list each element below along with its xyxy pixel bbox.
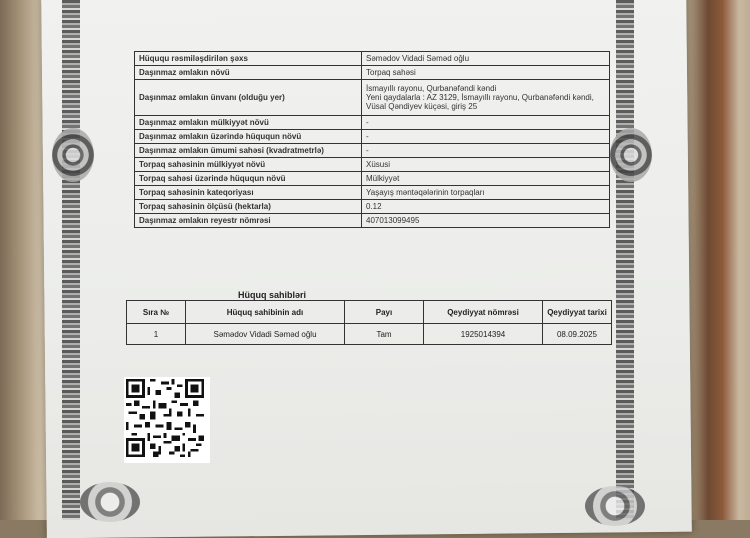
row-value: - <box>362 130 610 144</box>
table-cell: Səmədov Vidadi Səməd oğlu <box>186 324 345 345</box>
corner-ornament-right-icon <box>585 486 645 526</box>
table-cell: 1925014394 <box>424 324 543 345</box>
row-key: Daşınmaz əmlakın üzərində hüququn növü <box>135 130 362 144</box>
row-key: Hüququ rəsmiləşdirilən şəxs <box>135 52 362 66</box>
table-row <box>135 66 610 80</box>
row-value: - <box>362 116 610 130</box>
row-key: Torpaq sahəsinin ölçüsü (hektarla) <box>135 200 362 214</box>
row-value: Mülkiyyət <box>362 172 610 186</box>
row-key: Daşınmaz əmlakın mülkiyyət növü <box>135 116 362 130</box>
table-row <box>135 80 610 116</box>
table-cell: Tam <box>345 324 424 345</box>
row-key: Torpaq sahəsinin mülkiyyət növü <box>135 158 362 172</box>
property-info-table <box>134 51 610 228</box>
table-row <box>135 200 610 214</box>
table-row <box>135 116 610 130</box>
table-row <box>135 158 610 172</box>
ornament-left-icon <box>52 128 94 182</box>
table-cell: 08.09.2025 <box>543 324 612 345</box>
column-header: Sıra № <box>127 301 186 324</box>
owners-section-title: Hüquq sahibləri <box>237 290 306 300</box>
row-key: Torpaq sahəsinin kateqoriyası <box>135 186 362 200</box>
row-key: Daşınmaz əmlakın ümumi sahəsi (kvadratmetrlə) <box>135 144 362 158</box>
ornamental-border-left <box>62 0 80 520</box>
row-key: Torpaq sahəsi üzərində hüququn növü <box>135 172 362 186</box>
row-key: Daşınmaz əmlakın reyestr nömrəsi <box>135 214 362 228</box>
row-value: 407013099495 <box>362 214 610 228</box>
table-cell: 1 <box>127 324 186 345</box>
row-value: Yaşayış məntəqələrinin torpaqları <box>362 186 610 200</box>
table-header-row <box>127 301 612 324</box>
ornament-right-icon <box>610 128 652 182</box>
row-value: Torpaq sahəsi <box>362 66 610 80</box>
row-value: Xüsusi <box>362 158 610 172</box>
table-row <box>135 214 610 228</box>
column-header: Qeydiyyat tarixi <box>543 301 612 324</box>
column-header: Qeydiyyat nömrəsi <box>424 301 543 324</box>
column-header: Payı <box>345 301 424 324</box>
corner-ornament-left-icon <box>80 482 140 522</box>
row-value: Səmədov Vidadi Səməd oğlu <box>362 52 610 66</box>
table-row <box>135 52 610 66</box>
table-row <box>135 172 610 186</box>
row-value: İsmayıllı rayonu, Qurbanəfəndi kəndi Yeni qaydalarla : AZ 3129, İsmayıllı rayonu, Qurbanəfəndi kəndi, Vüsal Qəndiyev küçəsi, giriş 25 <box>362 80 610 116</box>
column-header: Hüquq sahibinin adı <box>186 301 345 324</box>
row-value: 0.12 <box>362 200 610 214</box>
table-row <box>135 130 610 144</box>
ornamental-border-right <box>616 0 634 520</box>
table-row <box>135 186 610 200</box>
row-value: - <box>362 144 610 158</box>
row-key: Daşınmaz əmlakın ünvanı (olduğu yer) <box>135 80 362 116</box>
table-row <box>135 144 610 158</box>
qr-code-icon <box>124 377 210 463</box>
row-key: Daşınmaz əmlakın növü <box>135 66 362 80</box>
table-row <box>127 324 612 345</box>
owners-table <box>126 300 612 345</box>
